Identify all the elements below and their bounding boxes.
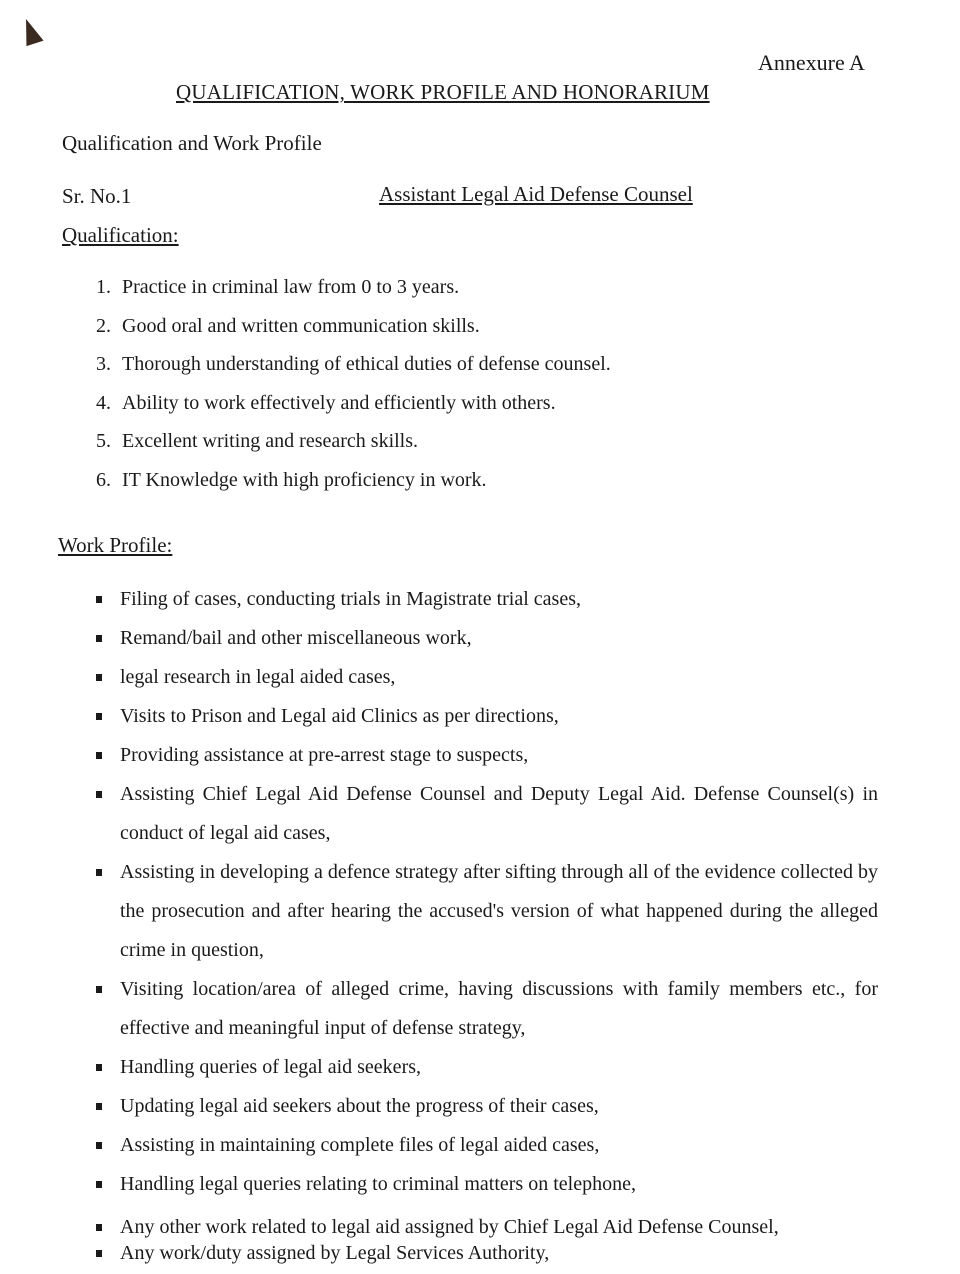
bullet-square-icon [96, 1181, 102, 1188]
bullet-square-icon [96, 986, 102, 993]
list-item: Assisting Chief Legal Aid Defense Counsel and Deputy Legal Aid. Defense Counsel(s) in conduct of legal aid cases, [88, 775, 878, 853]
bullet-square-icon [96, 752, 102, 759]
list-item: Updating legal aid seekers about the progress of their cases, [88, 1087, 878, 1126]
bullet-square-icon [96, 1142, 102, 1149]
bullet-square-icon [96, 713, 102, 720]
paper-pin-mark [18, 16, 43, 46]
bullet-square-icon [96, 1103, 102, 1110]
bullet-square-icon [96, 869, 102, 876]
list-item: Providing assistance at pre-arrest stage to suspects, [88, 736, 878, 775]
list-item: 4. Ability to work effectively and efficiently with others. [96, 391, 556, 414]
serial-number: Sr. No.1 [62, 184, 132, 208]
list-item: legal research in legal aided cases, [88, 658, 878, 697]
bullet-square-icon [96, 1224, 102, 1231]
list-item: Any other work related to legal aid assigned by Chief Legal Aid Defense Counsel, [88, 1214, 878, 1240]
bullet-square-icon [96, 1250, 102, 1257]
section-subheading: Qualification and Work Profile [62, 131, 322, 155]
bullet-square-icon [96, 791, 102, 798]
bullet-square-icon [96, 674, 102, 681]
list-item: Handling legal queries relating to criminal matters on telephone, [88, 1165, 878, 1204]
qualification-list [96, 274, 611, 505]
document-title: QUALIFICATION, WORK PROFILE AND HONORARIUM [176, 80, 710, 104]
list-item: Handling queries of legal aid seekers, [88, 1048, 878, 1087]
work-profile-list [88, 580, 878, 1266]
list-item: Visiting location/area of alleged crime, having discussions with family members etc., for effective and meaningful input of defense strategy, [88, 970, 878, 1048]
bullet-square-icon [96, 635, 102, 642]
qualification-heading: Qualification: [62, 223, 179, 247]
bullet-square-icon [96, 1064, 102, 1071]
bullet-square-icon [96, 596, 102, 603]
list-item: Remand/bail and other miscellaneous work, [88, 619, 878, 658]
work-profile-heading: Work Profile: [58, 533, 173, 557]
list-item: Any work/duty assigned by Legal Services Authority, [88, 1240, 878, 1266]
list-item: 3. Thorough understanding of ethical duties of defense counsel. [96, 353, 611, 375]
list-item: Assisting in maintaining complete files of legal aided cases, [88, 1126, 878, 1165]
annexure-label: Annexure A [758, 50, 865, 75]
position-title: Assistant Legal Aid Defense Counsel [379, 182, 693, 206]
list-item: 2. Good oral and written communication skills. [96, 314, 480, 337]
list-item: Filing of cases, conducting trials in Magistrate trial cases, [88, 580, 878, 619]
list-item: 5. Excellent writing and research skills. [96, 430, 419, 452]
list-item: Visits to Prison and Legal aid Clinics as per directions, [88, 697, 878, 736]
list-item: Assisting in developing a defence strategy after sifting through all of the evidence collected by the prosecution and after hearing the accused's version of what happened during the alleged crime in question, [88, 853, 878, 970]
list-item: 6. IT Knowledge with high proficiency in work. [96, 468, 487, 491]
list-item: 1. Practice in criminal law from 0 to 3 years. [96, 276, 460, 298]
